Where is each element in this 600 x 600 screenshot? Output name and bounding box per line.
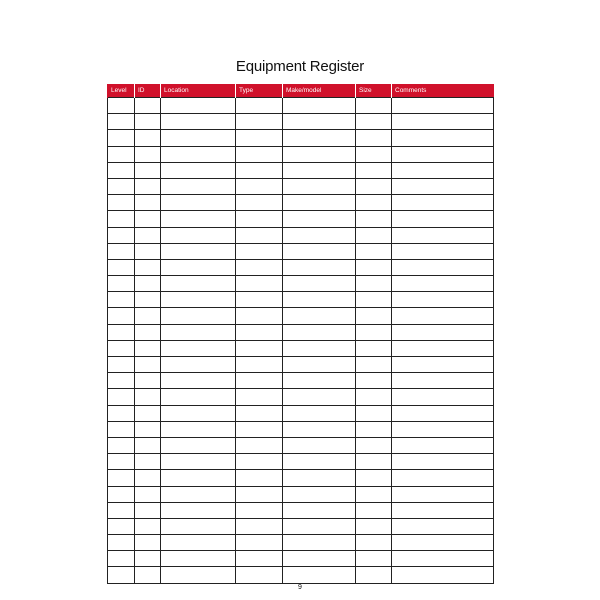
table-cell[interactable] bbox=[161, 357, 236, 373]
table-cell[interactable] bbox=[356, 437, 392, 453]
table-cell[interactable] bbox=[283, 98, 356, 114]
table-cell[interactable] bbox=[108, 308, 135, 324]
table-cell[interactable] bbox=[135, 535, 161, 551]
table-cell[interactable] bbox=[161, 535, 236, 551]
table-cell[interactable] bbox=[161, 567, 236, 583]
table-cell[interactable] bbox=[236, 276, 283, 292]
table-cell[interactable] bbox=[392, 324, 494, 340]
table-cell[interactable] bbox=[108, 98, 135, 114]
table-cell[interactable] bbox=[236, 162, 283, 178]
table-row bbox=[108, 98, 494, 114]
table-cell[interactable] bbox=[356, 454, 392, 470]
table-cell[interactable] bbox=[283, 178, 356, 194]
table-cell[interactable] bbox=[392, 373, 494, 389]
table-cell[interactable] bbox=[135, 470, 161, 486]
table-cell[interactable] bbox=[283, 259, 356, 275]
table-cell[interactable] bbox=[108, 373, 135, 389]
table-cell[interactable] bbox=[135, 421, 161, 437]
page-title: Equipment Register bbox=[235, 58, 365, 75]
table-cell[interactable] bbox=[135, 211, 161, 227]
table-row bbox=[108, 437, 494, 453]
table-cell[interactable] bbox=[356, 470, 392, 486]
table-row bbox=[108, 567, 494, 583]
table-cell[interactable] bbox=[356, 535, 392, 551]
table-cell[interactable] bbox=[236, 259, 283, 275]
table-cell[interactable] bbox=[236, 405, 283, 421]
table-cell[interactable] bbox=[356, 340, 392, 356]
table-cell[interactable] bbox=[392, 389, 494, 405]
table-cell[interactable] bbox=[108, 195, 135, 211]
table-row bbox=[108, 470, 494, 486]
table-row bbox=[108, 405, 494, 421]
table-cell[interactable] bbox=[236, 502, 283, 518]
table-cell[interactable] bbox=[161, 470, 236, 486]
table-cell[interactable] bbox=[161, 243, 236, 259]
table-cell[interactable] bbox=[236, 486, 283, 502]
table-row bbox=[108, 357, 494, 373]
table-cell[interactable] bbox=[108, 259, 135, 275]
table-cell[interactable] bbox=[283, 518, 356, 534]
table-cell[interactable] bbox=[161, 518, 236, 534]
table-cell[interactable] bbox=[135, 276, 161, 292]
table-cell[interactable] bbox=[161, 98, 236, 114]
table-cell[interactable] bbox=[356, 389, 392, 405]
table-cell[interactable] bbox=[392, 486, 494, 502]
table-cell[interactable] bbox=[135, 454, 161, 470]
table-cell[interactable] bbox=[392, 178, 494, 194]
table-cell[interactable] bbox=[392, 502, 494, 518]
table-row bbox=[108, 178, 494, 194]
table-cell[interactable] bbox=[236, 389, 283, 405]
table-cell[interactable] bbox=[108, 535, 135, 551]
table-cell[interactable] bbox=[392, 211, 494, 227]
table-cell[interactable] bbox=[108, 162, 135, 178]
table-cell[interactable] bbox=[392, 518, 494, 534]
table-row bbox=[108, 389, 494, 405]
table-row bbox=[108, 486, 494, 502]
table-cell[interactable] bbox=[236, 114, 283, 130]
table-cell[interactable] bbox=[392, 535, 494, 551]
table-row bbox=[108, 308, 494, 324]
table-cell[interactable] bbox=[161, 502, 236, 518]
table-cell[interactable] bbox=[356, 276, 392, 292]
table-cell[interactable] bbox=[283, 243, 356, 259]
table-cell[interactable] bbox=[135, 389, 161, 405]
table-cell[interactable] bbox=[108, 357, 135, 373]
table-cell[interactable] bbox=[356, 486, 392, 502]
table-row bbox=[108, 276, 494, 292]
table-cell[interactable] bbox=[236, 98, 283, 114]
table-cell[interactable] bbox=[283, 308, 356, 324]
table-cell[interactable] bbox=[392, 276, 494, 292]
table-cell[interactable] bbox=[135, 373, 161, 389]
table-cell[interactable] bbox=[108, 567, 135, 583]
table-cell[interactable] bbox=[356, 195, 392, 211]
table-cell[interactable] bbox=[236, 421, 283, 437]
table-cell[interactable] bbox=[283, 421, 356, 437]
table-cell[interactable] bbox=[283, 437, 356, 453]
table-row bbox=[108, 518, 494, 534]
table-cell[interactable] bbox=[392, 146, 494, 162]
table-cell[interactable] bbox=[236, 437, 283, 453]
table-cell[interactable] bbox=[135, 146, 161, 162]
table-cell[interactable] bbox=[392, 437, 494, 453]
table-cell[interactable] bbox=[283, 535, 356, 551]
table-header-row bbox=[108, 84, 494, 98]
table-cell[interactable] bbox=[161, 259, 236, 275]
table-cell[interactable] bbox=[108, 276, 135, 292]
table-row bbox=[108, 227, 494, 243]
table-row bbox=[108, 195, 494, 211]
table-cell[interactable] bbox=[356, 405, 392, 421]
table-cell[interactable] bbox=[392, 551, 494, 567]
table-cell[interactable] bbox=[356, 308, 392, 324]
table-cell[interactable] bbox=[283, 389, 356, 405]
table-cell[interactable] bbox=[392, 421, 494, 437]
table-cell[interactable] bbox=[283, 567, 356, 583]
table-row bbox=[108, 454, 494, 470]
table-cell[interactable] bbox=[161, 308, 236, 324]
table-cell[interactable] bbox=[356, 373, 392, 389]
table-cell[interactable] bbox=[108, 405, 135, 421]
table-cell[interactable] bbox=[392, 259, 494, 275]
table-cell[interactable] bbox=[356, 324, 392, 340]
table-cell[interactable] bbox=[161, 276, 236, 292]
table-cell[interactable] bbox=[392, 470, 494, 486]
table-cell[interactable] bbox=[283, 357, 356, 373]
column-header-level: Level bbox=[108, 84, 135, 98]
table-cell[interactable] bbox=[283, 340, 356, 356]
table-row bbox=[108, 146, 494, 162]
column-header-size: Size bbox=[356, 84, 392, 98]
table-cell[interactable] bbox=[283, 276, 356, 292]
table-cell[interactable] bbox=[108, 470, 135, 486]
column-header-make-model: Make/model bbox=[283, 84, 356, 98]
table-cell[interactable] bbox=[135, 130, 161, 146]
table-cell[interactable] bbox=[283, 211, 356, 227]
table-cell[interactable] bbox=[356, 98, 392, 114]
table-cell[interactable] bbox=[356, 178, 392, 194]
table-cell[interactable] bbox=[356, 551, 392, 567]
table-cell[interactable] bbox=[161, 114, 236, 130]
table-row bbox=[108, 162, 494, 178]
table-cell[interactable] bbox=[236, 454, 283, 470]
table-cell[interactable] bbox=[236, 211, 283, 227]
table-cell[interactable] bbox=[356, 114, 392, 130]
column-header-id: ID bbox=[135, 84, 161, 98]
table-row bbox=[108, 292, 494, 308]
table-cell[interactable] bbox=[356, 227, 392, 243]
table-cell[interactable] bbox=[356, 243, 392, 259]
table-row bbox=[108, 130, 494, 146]
table-cell[interactable] bbox=[108, 551, 135, 567]
table-cell[interactable] bbox=[392, 162, 494, 178]
table-cell[interactable] bbox=[161, 162, 236, 178]
table-cell[interactable] bbox=[283, 146, 356, 162]
table-cell[interactable] bbox=[161, 405, 236, 421]
table-cell[interactable] bbox=[108, 114, 135, 130]
table-row bbox=[108, 259, 494, 275]
table-cell[interactable] bbox=[236, 292, 283, 308]
table-cell[interactable] bbox=[108, 146, 135, 162]
table-cell[interactable] bbox=[135, 178, 161, 194]
table-cell[interactable] bbox=[161, 211, 236, 227]
table-cell[interactable] bbox=[392, 405, 494, 421]
table-cell[interactable] bbox=[161, 486, 236, 502]
table-cell[interactable] bbox=[236, 308, 283, 324]
table-cell[interactable] bbox=[161, 389, 236, 405]
table-cell[interactable] bbox=[392, 243, 494, 259]
table-cell[interactable] bbox=[283, 114, 356, 130]
table-cell[interactable] bbox=[161, 324, 236, 340]
table-cell[interactable] bbox=[135, 259, 161, 275]
table-cell[interactable] bbox=[161, 195, 236, 211]
table-cell[interactable] bbox=[283, 324, 356, 340]
table-cell[interactable] bbox=[392, 340, 494, 356]
table-cell[interactable] bbox=[161, 146, 236, 162]
table-cell[interactable] bbox=[283, 502, 356, 518]
table-cell[interactable] bbox=[108, 486, 135, 502]
table-cell[interactable] bbox=[392, 98, 494, 114]
table-cell[interactable] bbox=[392, 357, 494, 373]
table-cell[interactable] bbox=[283, 551, 356, 567]
table-row bbox=[108, 114, 494, 130]
table-body bbox=[108, 98, 494, 584]
table-cell[interactable] bbox=[135, 227, 161, 243]
column-header-type: Type bbox=[236, 84, 283, 98]
table-cell[interactable] bbox=[236, 357, 283, 373]
table-cell[interactable] bbox=[236, 227, 283, 243]
table-cell[interactable] bbox=[135, 243, 161, 259]
table-row bbox=[108, 373, 494, 389]
table-row bbox=[108, 324, 494, 340]
table-cell[interactable] bbox=[283, 373, 356, 389]
table-cell[interactable] bbox=[283, 162, 356, 178]
table-cell[interactable] bbox=[236, 146, 283, 162]
table-cell[interactable] bbox=[356, 130, 392, 146]
table-row bbox=[108, 551, 494, 567]
column-header-comments: Comments bbox=[392, 84, 494, 98]
table-cell[interactable] bbox=[161, 292, 236, 308]
table-row bbox=[108, 421, 494, 437]
table-cell[interactable] bbox=[356, 502, 392, 518]
column-header-location: Location bbox=[161, 84, 236, 98]
table-cell[interactable] bbox=[135, 567, 161, 583]
table-cell[interactable] bbox=[356, 357, 392, 373]
table-cell[interactable] bbox=[108, 518, 135, 534]
page-number: 9 bbox=[298, 584, 302, 591]
table-cell[interactable] bbox=[356, 146, 392, 162]
table-cell[interactable] bbox=[356, 211, 392, 227]
table-cell[interactable] bbox=[135, 502, 161, 518]
table-cell[interactable] bbox=[283, 292, 356, 308]
table-cell[interactable] bbox=[108, 243, 135, 259]
table-cell[interactable] bbox=[135, 292, 161, 308]
table-row bbox=[108, 243, 494, 259]
table-cell[interactable] bbox=[356, 567, 392, 583]
table-cell[interactable] bbox=[108, 227, 135, 243]
table-row bbox=[108, 502, 494, 518]
table-cell[interactable] bbox=[356, 162, 392, 178]
table-cell[interactable] bbox=[161, 454, 236, 470]
table-cell[interactable] bbox=[236, 243, 283, 259]
table-cell[interactable] bbox=[135, 518, 161, 534]
table-cell[interactable] bbox=[161, 421, 236, 437]
table-cell[interactable] bbox=[283, 227, 356, 243]
table-row bbox=[108, 340, 494, 356]
table-cell[interactable] bbox=[135, 437, 161, 453]
table-cell[interactable] bbox=[236, 551, 283, 567]
table-cell[interactable] bbox=[135, 195, 161, 211]
table-cell[interactable] bbox=[236, 373, 283, 389]
table-cell[interactable] bbox=[392, 292, 494, 308]
table-cell[interactable] bbox=[161, 178, 236, 194]
table-cell[interactable] bbox=[161, 227, 236, 243]
table-cell[interactable] bbox=[108, 130, 135, 146]
table-cell[interactable] bbox=[392, 308, 494, 324]
table-cell[interactable] bbox=[161, 437, 236, 453]
table-cell[interactable] bbox=[108, 178, 135, 194]
table-cell[interactable] bbox=[392, 567, 494, 583]
table-cell[interactable] bbox=[392, 195, 494, 211]
table-cell[interactable] bbox=[108, 340, 135, 356]
table-cell[interactable] bbox=[108, 389, 135, 405]
table-cell[interactable] bbox=[135, 340, 161, 356]
table-cell[interactable] bbox=[356, 518, 392, 534]
table-cell[interactable] bbox=[392, 130, 494, 146]
table-cell[interactable] bbox=[236, 324, 283, 340]
table-cell[interactable] bbox=[236, 340, 283, 356]
table-cell[interactable] bbox=[108, 421, 135, 437]
table-cell[interactable] bbox=[283, 405, 356, 421]
table-cell[interactable] bbox=[392, 454, 494, 470]
table-cell[interactable] bbox=[135, 98, 161, 114]
table-cell[interactable] bbox=[392, 227, 494, 243]
table-cell[interactable] bbox=[236, 178, 283, 194]
table-cell[interactable] bbox=[236, 470, 283, 486]
table-cell[interactable] bbox=[108, 292, 135, 308]
table-cell[interactable] bbox=[161, 551, 236, 567]
table-cell[interactable] bbox=[108, 324, 135, 340]
table-cell[interactable] bbox=[236, 518, 283, 534]
table-cell[interactable] bbox=[236, 535, 283, 551]
table-cell[interactable] bbox=[236, 130, 283, 146]
table-cell[interactable] bbox=[135, 551, 161, 567]
table-cell[interactable] bbox=[108, 454, 135, 470]
table-row bbox=[108, 211, 494, 227]
table-cell[interactable] bbox=[356, 292, 392, 308]
table-cell[interactable] bbox=[161, 130, 236, 146]
table-cell[interactable] bbox=[135, 308, 161, 324]
table-cell[interactable] bbox=[236, 567, 283, 583]
equipment-register-table bbox=[107, 84, 494, 584]
table-cell[interactable] bbox=[135, 357, 161, 373]
table-cell[interactable] bbox=[108, 211, 135, 227]
table-cell[interactable] bbox=[161, 373, 236, 389]
table-cell[interactable] bbox=[135, 162, 161, 178]
table-cell[interactable] bbox=[283, 195, 356, 211]
table-cell[interactable] bbox=[283, 470, 356, 486]
table-cell[interactable] bbox=[135, 486, 161, 502]
table-row bbox=[108, 535, 494, 551]
table-cell[interactable] bbox=[392, 114, 494, 130]
table-cell[interactable] bbox=[135, 114, 161, 130]
table-cell[interactable] bbox=[356, 421, 392, 437]
table-cell[interactable] bbox=[135, 405, 161, 421]
table-cell[interactable] bbox=[161, 340, 236, 356]
table-cell[interactable] bbox=[283, 130, 356, 146]
table-cell[interactable] bbox=[236, 195, 283, 211]
table-cell[interactable] bbox=[135, 324, 161, 340]
table-cell[interactable] bbox=[108, 502, 135, 518]
table-cell[interactable] bbox=[283, 454, 356, 470]
table-cell[interactable] bbox=[283, 486, 356, 502]
table-cell[interactable] bbox=[108, 437, 135, 453]
table-cell[interactable] bbox=[356, 259, 392, 275]
